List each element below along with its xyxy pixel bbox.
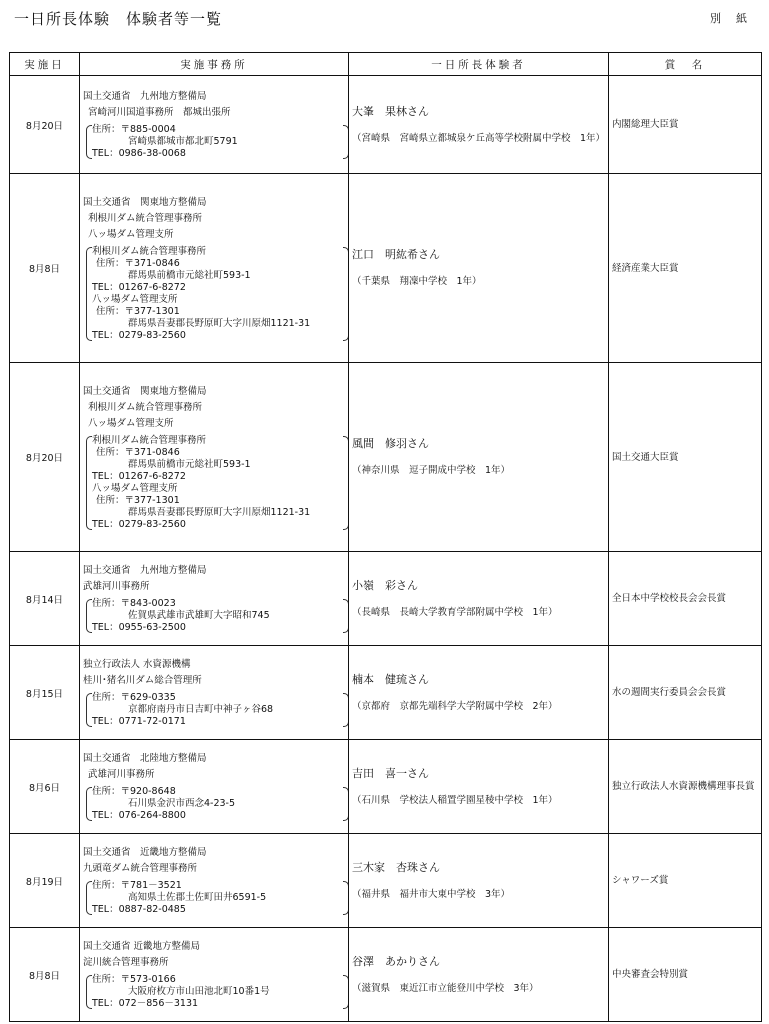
person-cell <box>349 646 609 740</box>
date-cell: 8月6日 <box>10 740 80 834</box>
table-row <box>10 834 762 928</box>
street-address: 群馬県前橋市元総社町593-1 <box>128 269 251 281</box>
award-cell: シャワーズ賞 <box>609 834 762 928</box>
table-row <box>10 363 762 552</box>
phone-number: TEL：01267-6-8272 <box>92 470 186 482</box>
street-address: 群馬県前橋市元総社町593-1 <box>128 458 251 470</box>
school-name: （長崎県 長崎大学教育学部附属中学校 1年） <box>352 606 558 618</box>
address-branch-name: 八ッ場ダム管理支所 <box>92 482 178 494</box>
person-cell <box>349 363 609 552</box>
school-name: （千葉県 翔凜中学校 1年） <box>352 276 482 287</box>
participant-name: 小嶺 彩さん <box>352 578 418 592</box>
address-block <box>86 692 345 728</box>
organization: 国土交通省 関東地方整備局 <box>83 385 207 397</box>
street-address: 群馬県吾妻郡長野原町大字川原畑1121-31 <box>128 506 311 518</box>
organization: 国土交通省 九州地方整備局 <box>83 91 207 102</box>
phone-number: TEL：01267-6-8272 <box>92 281 186 293</box>
person-cell <box>349 740 609 834</box>
column-header-award: 賞 名 <box>609 53 762 76</box>
column-header-person: 一日所長体験者 <box>349 53 609 76</box>
award-cell: 中央審査会特別賞 <box>609 928 762 1022</box>
table-row <box>10 174 762 363</box>
office-cell <box>80 928 349 1022</box>
column-header-date: 実施日 <box>10 53 80 76</box>
date-cell: 8月20日 <box>10 76 80 174</box>
table-row <box>10 646 762 740</box>
postal-code: 住所：〒629-0335 <box>92 692 176 703</box>
street-address: 佐賀県武雄市武雄町大字昭和745 <box>128 610 270 621</box>
office-cell <box>80 174 349 363</box>
participant-name: 楠本 健琉さん <box>352 672 429 686</box>
date-cell: 8月14日 <box>10 552 80 646</box>
participant-name: 大峯 果林さん <box>352 104 429 118</box>
school-name: （宮崎県 宮崎県立都城泉ケ丘高等学校附属中学校 1年） <box>352 132 606 144</box>
address-branch-name: 八ッ場ダム管理支所 <box>92 293 178 305</box>
address-block <box>86 598 345 634</box>
address-office-name: 利根川ダム統合管理事務所 <box>92 245 207 257</box>
award-cell: 全日本中学校校長会会長賞 <box>609 552 762 646</box>
postal-code: 住所：〒377-1301 <box>96 305 180 317</box>
school-name: （京都府 京都先端科学大学附属中学校 2年） <box>352 700 558 712</box>
street-address: 京都府南丹市日吉町中神子ヶ谷68 <box>128 704 274 715</box>
organization: 国土交通省 九州地方整備局 <box>83 565 207 576</box>
school-name: （滋賀県 東近江市立能登川中学校 3年） <box>352 982 539 994</box>
branch-name: 八ッ場ダム管理支所 <box>88 228 174 240</box>
branch-name: 八ッ場ダム管理支所 <box>88 417 174 429</box>
street-address: 大阪府枚方市山田池北町10番1号 <box>128 986 270 997</box>
table-row <box>10 76 762 174</box>
participants-table <box>9 52 762 1022</box>
column-header-office: 実施事務所 <box>80 53 349 76</box>
office-cell <box>80 363 349 552</box>
phone-number: TEL：0955-63-2500 <box>92 622 186 633</box>
school-name: （福井県 福井市大東中学校 3年） <box>352 888 511 900</box>
office-cell <box>80 646 349 740</box>
table-row <box>10 740 762 834</box>
award-cell: 国土交通大臣賞 <box>609 363 762 552</box>
address-block <box>86 246 345 342</box>
office-name: 宮崎河川国道事務所 都城出張所 <box>88 107 231 118</box>
postal-code: 住所：〒843-0023 <box>92 598 176 609</box>
school-name: （神奈川県 逗子開成中学校 1年） <box>352 465 511 476</box>
date-cell: 8月19日 <box>10 834 80 928</box>
office-name: 武雄河川事務所 <box>88 769 155 780</box>
office-name: 九頭竜ダム統合管理事務所 <box>83 863 198 874</box>
award-cell: 独立行政法人水資源機構理事長賞 <box>609 740 762 834</box>
participant-name: 江口 明紘希さん <box>352 248 440 261</box>
date-cell: 8月8日 <box>10 174 80 363</box>
postal-code: 住所：〒377-1301 <box>96 494 180 506</box>
address-block <box>86 435 345 531</box>
office-name: 淀川統合管理事務所 <box>83 957 169 968</box>
table-header-row <box>10 53 762 76</box>
date-cell: 8月15日 <box>10 646 80 740</box>
participant-name: 風間 修羽さん <box>352 437 429 450</box>
street-address: 群馬県吾妻郡長野原町大字川原畑1121-31 <box>128 317 311 329</box>
person-cell <box>349 928 609 1022</box>
office-cell <box>80 552 349 646</box>
address-block <box>86 786 345 822</box>
postal-code: 住所：〒371-0846 <box>96 257 180 269</box>
postal-code: 住所：〒781－3521 <box>92 880 182 891</box>
phone-number: TEL：0986-38-0068 <box>92 148 186 159</box>
office-cell <box>80 834 349 928</box>
person-cell <box>349 834 609 928</box>
person-cell <box>349 174 609 363</box>
address-block <box>86 880 345 916</box>
address-block <box>86 124 345 160</box>
phone-number: TEL：076-264-8800 <box>92 810 186 821</box>
attachment-label: 別 紙 <box>710 12 749 25</box>
organization: 国土交通省 近畿地方整備局 <box>83 847 207 858</box>
award-cell: 水の週間実行委員会会長賞 <box>609 646 762 740</box>
organization: 国土交通省 近畿地方整備局 <box>83 941 201 952</box>
phone-number: TEL：0279-83-2560 <box>92 518 186 530</box>
office-name: 利根川ダム統合管理事務所 <box>88 212 203 224</box>
participant-name: 吉田 喜一さん <box>352 766 429 780</box>
award-cell: 経済産業大臣賞 <box>609 174 762 363</box>
postal-code: 住所：〒885-0004 <box>92 124 176 135</box>
office-cell <box>80 740 349 834</box>
table-row <box>10 552 762 646</box>
organization: 国土交通省 北陸地方整備局 <box>83 753 207 764</box>
date-cell: 8月8日 <box>10 928 80 1022</box>
participant-name: 三木家 杏珠さん <box>352 860 440 874</box>
postal-code: 住所：〒573-0166 <box>92 974 176 985</box>
person-cell <box>349 552 609 646</box>
organization: 独立行政法人 水資源機構 <box>83 659 191 670</box>
postal-code: 住所：〒371-0846 <box>96 446 180 458</box>
phone-number: TEL：072－856－3131 <box>92 998 199 1009</box>
participant-name: 谷澤 あかりさん <box>352 954 440 968</box>
date-cell: 8月20日 <box>10 363 80 552</box>
office-name: 桂川･猪名川ダム総合管理所 <box>83 675 202 686</box>
postal-code: 住所：〒920-8648 <box>92 786 176 797</box>
phone-number: TEL：0279-83-2560 <box>92 329 186 341</box>
page-title: 一日所長体験 体験者等一覧 <box>14 10 223 28</box>
phone-number: TEL：0771-72-0171 <box>92 716 186 727</box>
office-name: 武雄河川事務所 <box>83 581 150 592</box>
school-name: （石川県 学校法人稲置学園星稜中学校 1年） <box>352 794 558 806</box>
address-block <box>86 974 345 1010</box>
table-row <box>10 928 762 1022</box>
office-cell <box>80 76 349 174</box>
award-cell: 内閣総理大臣賞 <box>609 76 762 174</box>
street-address: 石川県金沢市西念4-23-5 <box>128 798 236 809</box>
address-office-name: 利根川ダム統合管理事務所 <box>92 434 207 446</box>
street-address: 宮崎県都城市都北町5791 <box>128 136 238 147</box>
office-name: 利根川ダム統合管理事務所 <box>88 401 203 413</box>
organization: 国土交通省 関東地方整備局 <box>83 196 207 208</box>
street-address: 高知県土佐郡土佐町田井6591-5 <box>128 892 267 903</box>
person-cell <box>349 76 609 174</box>
phone-number: TEL：0887-82-0485 <box>92 904 186 915</box>
